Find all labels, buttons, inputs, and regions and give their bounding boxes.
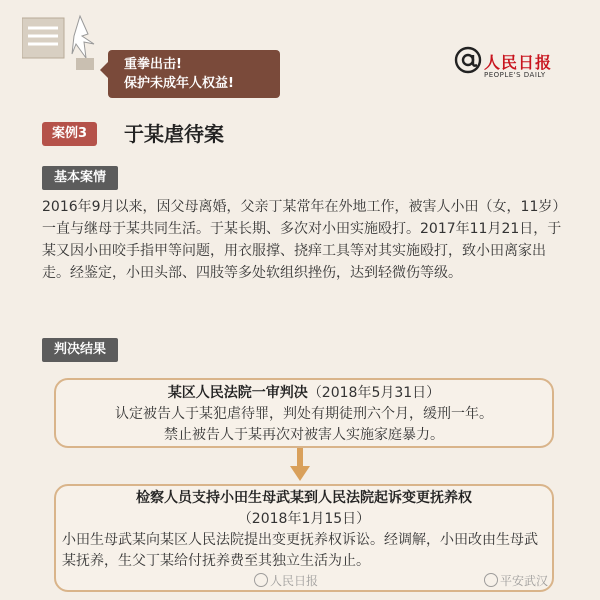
logo-text-cn: 人民日报 [484,53,553,72]
slogan-banner [108,50,280,98]
weibo-watermark-ping-an-wuhan [484,572,548,592]
banner-line-2: 保护未成年人权益! [124,76,234,91]
document-seal-icon [22,14,102,72]
peoples-daily-logo [454,46,574,92]
verdict-heading: 判决结果 [42,338,118,362]
first-instance-judgment-box [54,378,554,448]
case-heading [42,120,562,150]
custody-date: （2018年1月15日） [237,511,371,527]
weibo-watermark-peoples-daily [254,572,318,592]
header [0,0,600,108]
arrow-down-icon [288,448,312,482]
judgment-line-1: 认定被告人于某犯虐待罪，判处有期徒刑六个月，缓刑一年。 [115,406,493,422]
weibo-icon [254,573,268,587]
case-title: 于某虐待案 [124,122,224,146]
basic-facts-heading: 基本案情 [42,166,118,190]
banner-line-1: 重拳出击! [124,57,182,72]
custody-body: 小田生母武某向某区人民法院提出变更抚养权诉讼。经调解，小田改由生母武某抚养，生父丁某给付抚养费至其独立生活为止。 [62,532,538,569]
basic-facts-text: 2016年9月以来，因父母离婚，父亲丁某常年在外地工作，被害人小田（女，11岁）一直与继母于某共同生活。于某长期、多次对小田实施殴打。2017年11月21日，于某又因小田咬手指甲等问题，用衣服撑、挠痒工具等对其实施殴打，致小田离家出走。经鉴定，小田头部、四肢等多处软组织挫伤，达到轻微伤等级。 [42,199,562,281]
judgment-title-line [56,383,552,404]
at-sign-icon [454,46,482,74]
judgment-line-2: 禁止被告人于某再次对被害人实施家庭暴力。 [164,427,444,443]
case-number-tag: 案例3 [42,122,97,146]
judgment-title: 某区人民法院一审判决 [167,385,308,401]
custody-title: 检察人员支持小田生母武某到人民法院起诉变更抚养权 [136,490,472,506]
watermark-text: 人民日报 [270,574,319,588]
logo-text-en: PEOPLE'S DAILY [484,71,546,79]
weibo-icon [484,573,498,587]
judgment-date: （2018年5月31日） [307,385,441,401]
watermark-text: 平安武汉 [500,574,549,588]
